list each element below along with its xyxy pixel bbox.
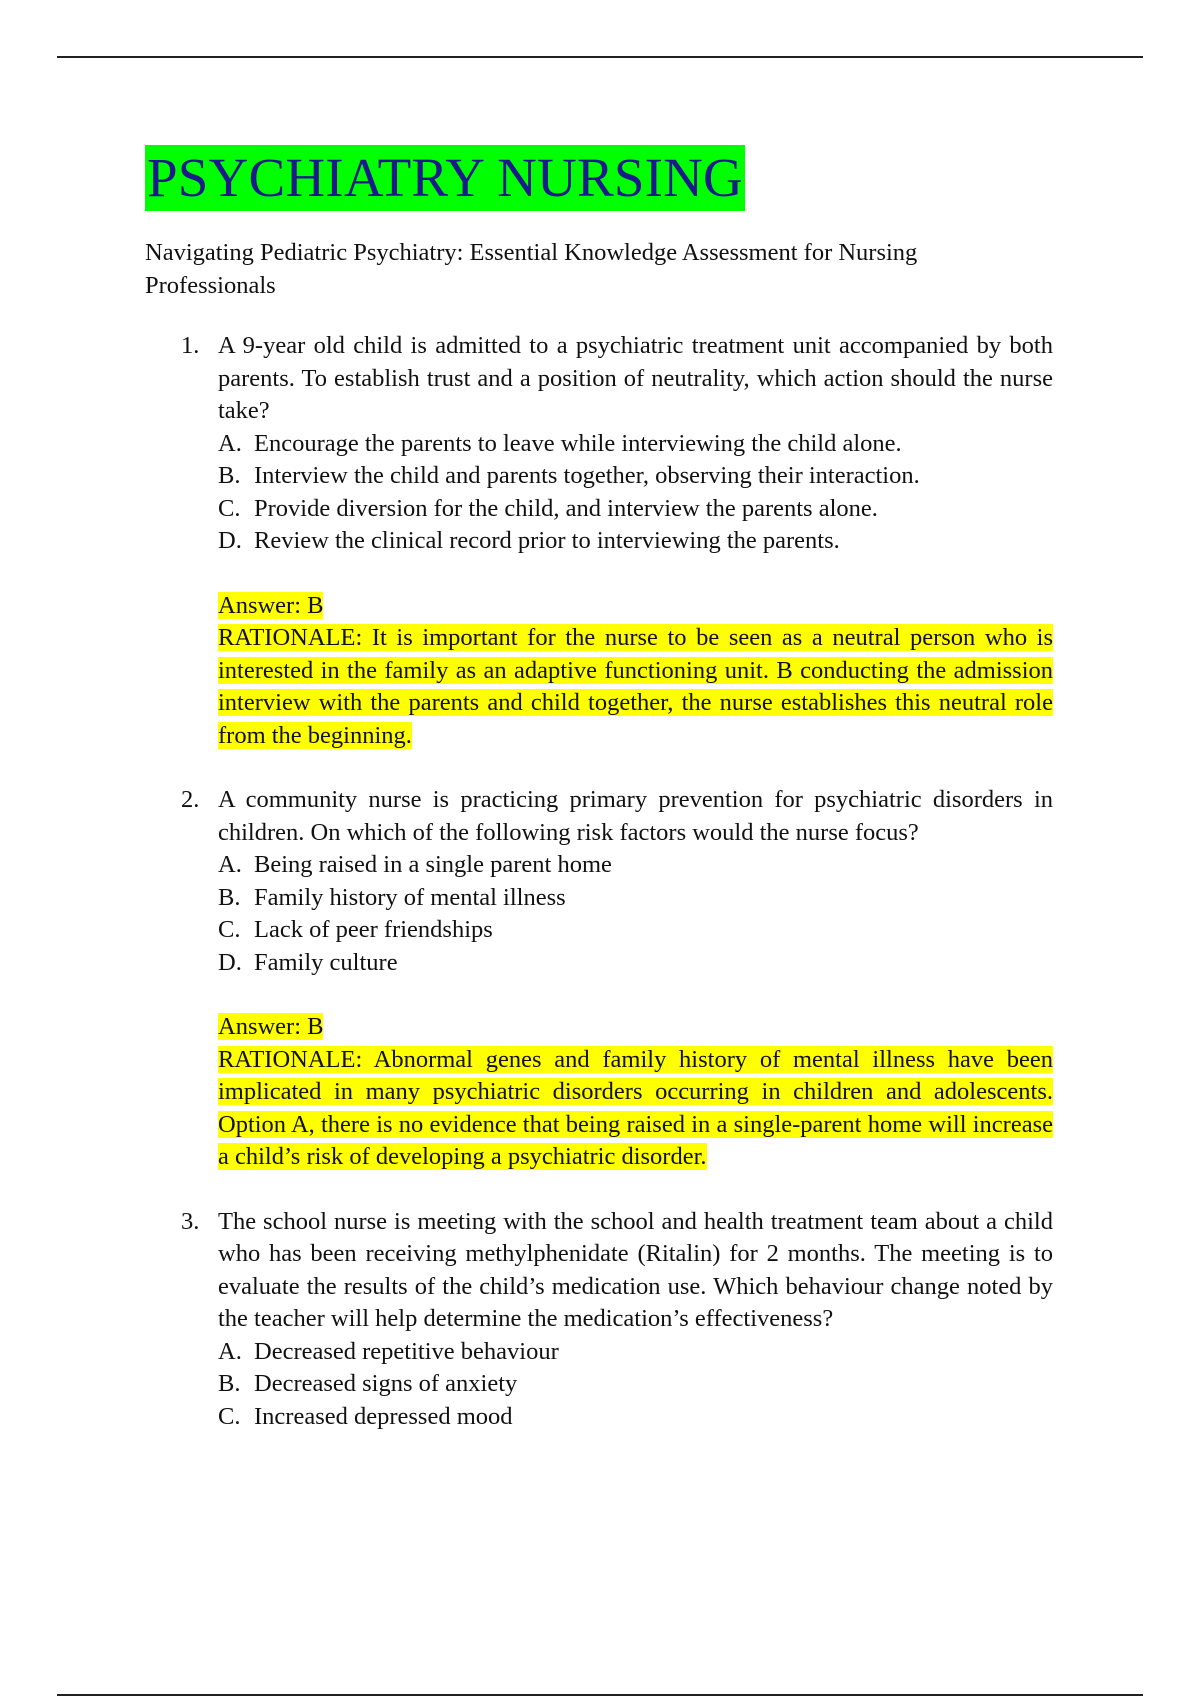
option-letter: C. [218,494,241,522]
rationale-text: RATIONALE: It is important for the nurse to be seen as a neutral person who is interested in the family as an adaptive functioning unit. B conducting the admission interview with the parents and child together, the nurse establishes this neutral role from the beginning. [218,624,1053,749]
option-letter: A. [218,429,242,457]
question-number: 2. [181,786,200,813]
question-3 [145,1206,1053,1434]
option-letter: A. [218,1337,242,1365]
document-title: PSYCHIATRY NURSING [145,145,745,211]
option-letter: D. [218,527,242,554]
answer-label: Answer: B [218,591,324,619]
document-subtitle: Navigating Pediatric Psychiatry: Essential Knowledge Assessment for Nursing Professionals [145,239,918,299]
question-text: A 9-year old child is admitted to a psychiatric treatment unit accompanied by both parents. To establish trust and a position of neutrality, which action should the nurse take? [218,332,1053,424]
option-text: Being raised in a single parent home [254,851,612,878]
question-1 [145,330,1053,752]
option-letter: C. [218,1402,241,1430]
option-text: Review the clinical record prior to interviewing the parents. [254,527,840,554]
question-number: 1. [181,332,200,359]
option-text: Interview the child and parents together, observing their interaction. [254,462,920,489]
option-list [218,1336,1053,1434]
option-text: Decreased signs of anxiety [254,1370,518,1397]
option-d [218,947,1053,980]
option-list [218,849,1053,979]
option-letter: C. [218,916,241,943]
question-number: 3. [181,1207,200,1235]
option-text: Increased depressed mood [254,1402,513,1430]
top-rule [57,56,1143,58]
rationale-text: RATIONALE: Abnormal genes and family history of mental illness have been implicated in many psychiatric disorders occurring in children and adolescents. Option A, there is no evidence that being raised in a single-parent home will increase a child’s risk of developing a psychiatric disorder. [218,1045,1053,1170]
question-2 [145,784,1053,1174]
option-c [218,493,1053,526]
option-c [218,1401,1053,1434]
option-letter: B. [218,883,241,911]
option-text: Lack of peer friendships [254,916,493,943]
option-d [218,525,1053,558]
option-letter: A. [218,851,242,878]
option-letter: D. [218,948,242,976]
option-list [218,428,1053,558]
option-letter: B. [218,462,241,489]
option-a [218,1336,1053,1369]
answer-block [218,1011,1053,1174]
option-a [218,849,1053,882]
question-text: A community nurse is practicing primary prevention for psychiatric disorders in children. On which of the following risk factors would the nurse focus? [218,786,1053,846]
answer-block [218,590,1053,753]
option-letter: B. [218,1370,241,1397]
option-text: Decreased repetitive behaviour [254,1337,559,1365]
option-a [218,428,1053,461]
question-text: The school nurse is meeting with the school and health treatment team about a child who has been receiving methylphenidate (Ritalin) for 2 months. The meeting is to evaluate the results of the child’s medication use. Which behaviour change noted by the teacher will help determine the medication’s effectiveness? [218,1207,1053,1332]
option-text: Encourage the parents to leave while interviewing the child alone. [254,429,902,457]
option-text: Family culture [254,948,398,976]
option-b [218,1368,1053,1401]
document-body [145,145,1053,1465]
question-list [145,330,1053,1433]
answer-label: Answer: B [218,1013,324,1040]
title-container [145,145,1053,211]
bottom-rule [57,1694,1143,1696]
option-b [218,460,1053,493]
option-b [218,882,1053,915]
option-text: Provide diversion for the child, and interview the parents alone. [254,494,878,522]
option-c [218,914,1053,947]
option-text: Family history of mental illness [254,883,566,911]
